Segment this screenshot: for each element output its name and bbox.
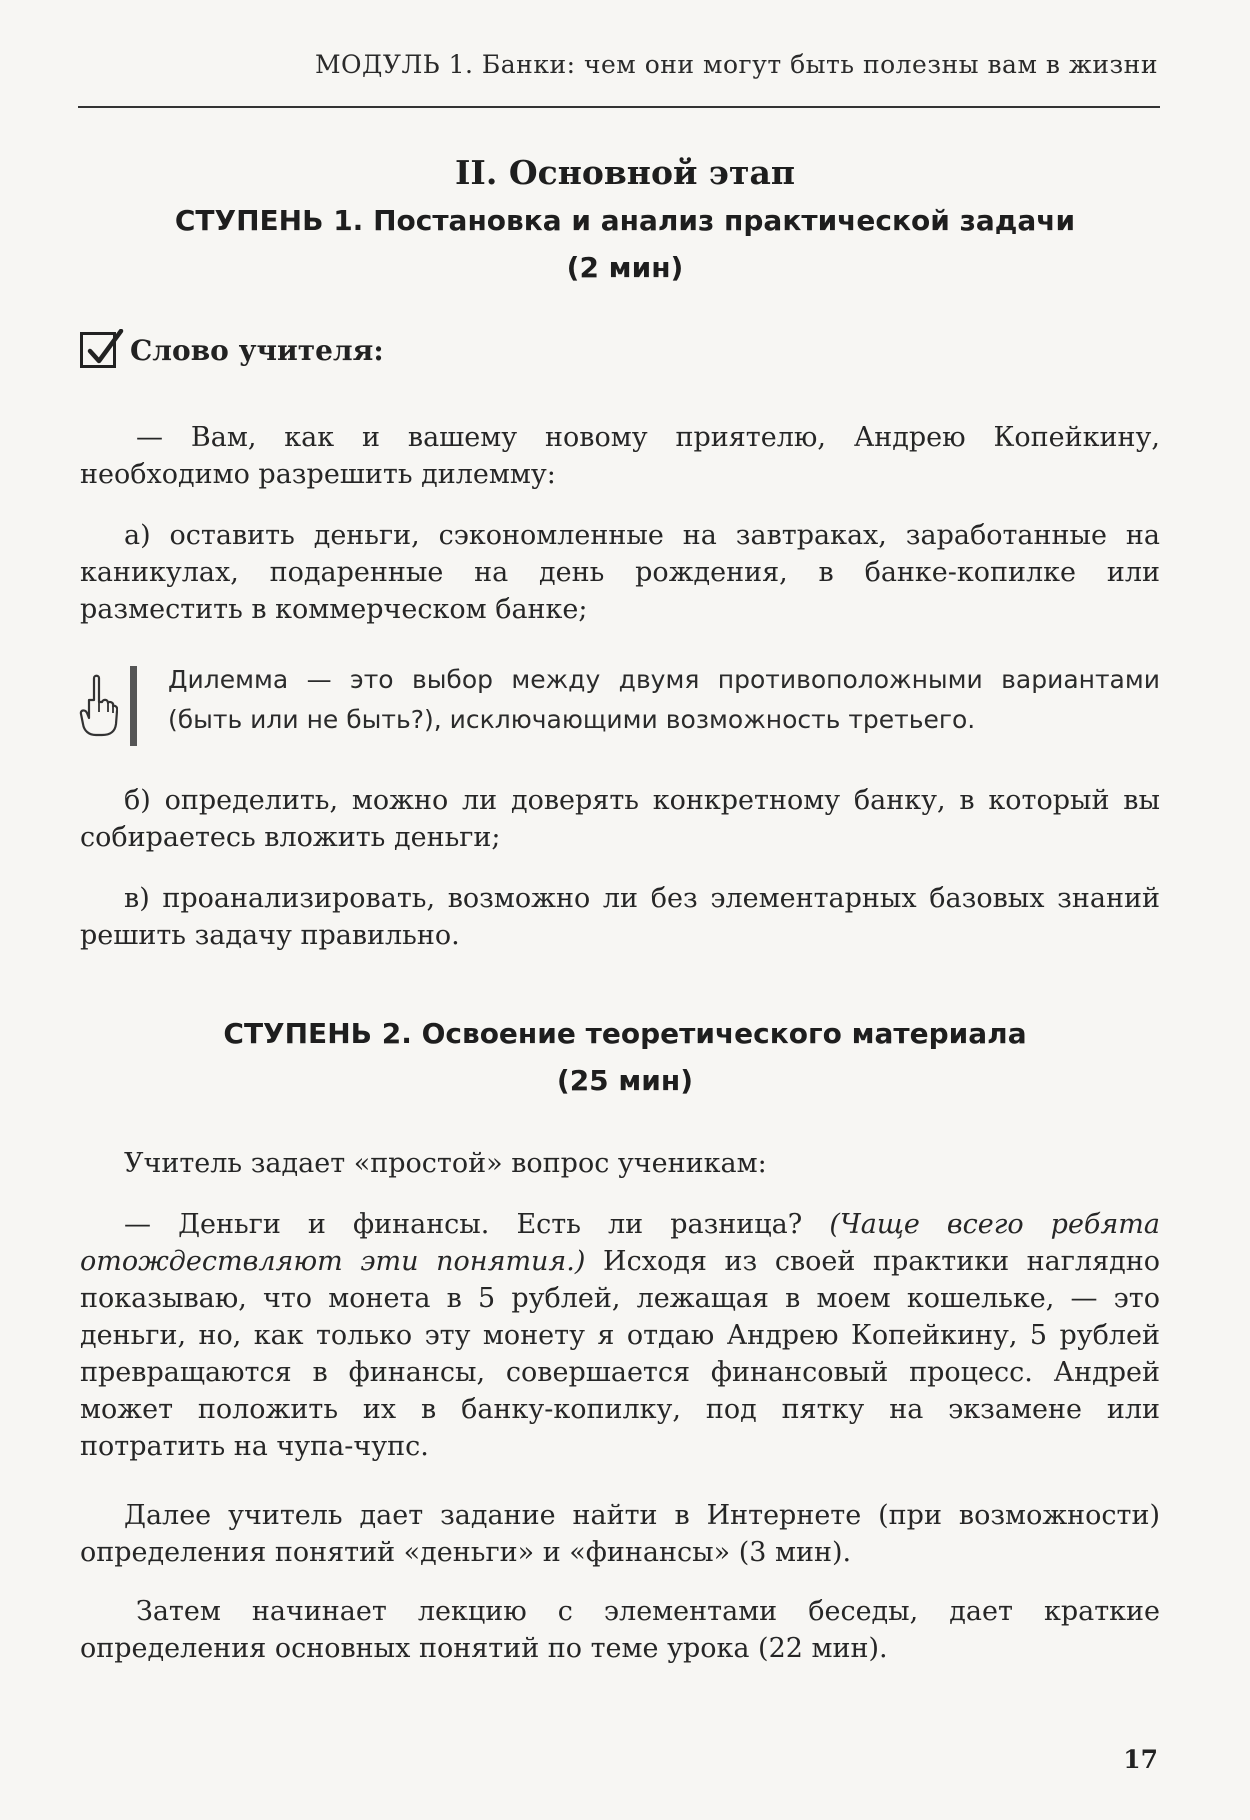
running-header: МОДУЛЬ 1. Банки: чем они могут быть полезны вам в жизни <box>314 50 1158 79</box>
pointing-hand-icon <box>78 674 118 742</box>
checkmark-box-icon <box>80 332 116 368</box>
paragraph-option-a: а) оставить деньги, сэкономленные на завтраках, заработанные на каникулах, подаренные на день рождения, в банке-копилке или разместить в коммерческом банке; <box>80 520 1160 625</box>
step1-time: (2 мин) <box>566 251 684 284</box>
teacher-word-label <box>80 332 384 368</box>
note-vertical-bar <box>130 666 137 746</box>
paragraph-internet-task: Далее учитель дает задание найти в Интернете (при возможности) определения понятий «деньги» и «финансы» (3 мин). <box>80 1500 1160 1568</box>
step2-title: СТУПЕНЬ 2. Освоение теоретического материала <box>223 1017 1027 1050</box>
header-rule <box>78 106 1160 108</box>
paragraph-lecture: Затем начинает лекцию с элементами беседы, дает краткие определения основных понятий по теме урока (22 мин). <box>80 1596 1160 1664</box>
dilemma-definition: Дилемма — это выбор между двумя противоположными вариантами (быть или не быть?), исключающими возможность третьего. <box>168 665 1160 734</box>
paragraph-option-b: б) определить, можно ли доверять конкретному банку, в который вы собираетесь вложить деньги; <box>80 785 1160 853</box>
money-text-start: — Деньги и финансы. Есть ли разница? <box>124 1209 830 1240</box>
teacher-word-text: Слово учителя: <box>130 333 384 367</box>
money-text-italic: (Чаще всего ребята отождествляют эти понятия.) <box>80 1209 1160 1277</box>
paragraph-question: Учитель задает «простой» вопрос ученикам: <box>124 1148 767 1179</box>
dilemma-note <box>78 660 1160 744</box>
paragraph-option-c: в) проанализировать, возможно ли без элементарных базовых знаний решить задачу правильно. <box>80 883 1160 951</box>
page-number: 17 <box>1123 1745 1158 1774</box>
paragraph-intro: — Вам, как и вашему новому приятелю, Андрею Копейкину, необходимо разрешить дилемму: <box>80 422 1160 490</box>
section-title: II. Основной этап <box>455 153 795 192</box>
money-text-rest: Исходя из своей практики наглядно показываю, что монета в 5 рублей, лежащая в моем кошельке, — это деньги, но, как только эту монету я отдаю Андрею Копейкину, 5 рублей превращаются в финансы, совершается финансовый процесс. Андрей может положить их в банку-копилку, под пятку на экзамене или потратить на чупа-чупс. <box>80 1246 1160 1462</box>
step1-title: СТУПЕНЬ 1. Постановка и анализ практической задачи <box>174 204 1076 237</box>
paragraph-money-finance <box>80 1206 1160 1465</box>
step2-time: (25 мин) <box>556 1064 694 1097</box>
